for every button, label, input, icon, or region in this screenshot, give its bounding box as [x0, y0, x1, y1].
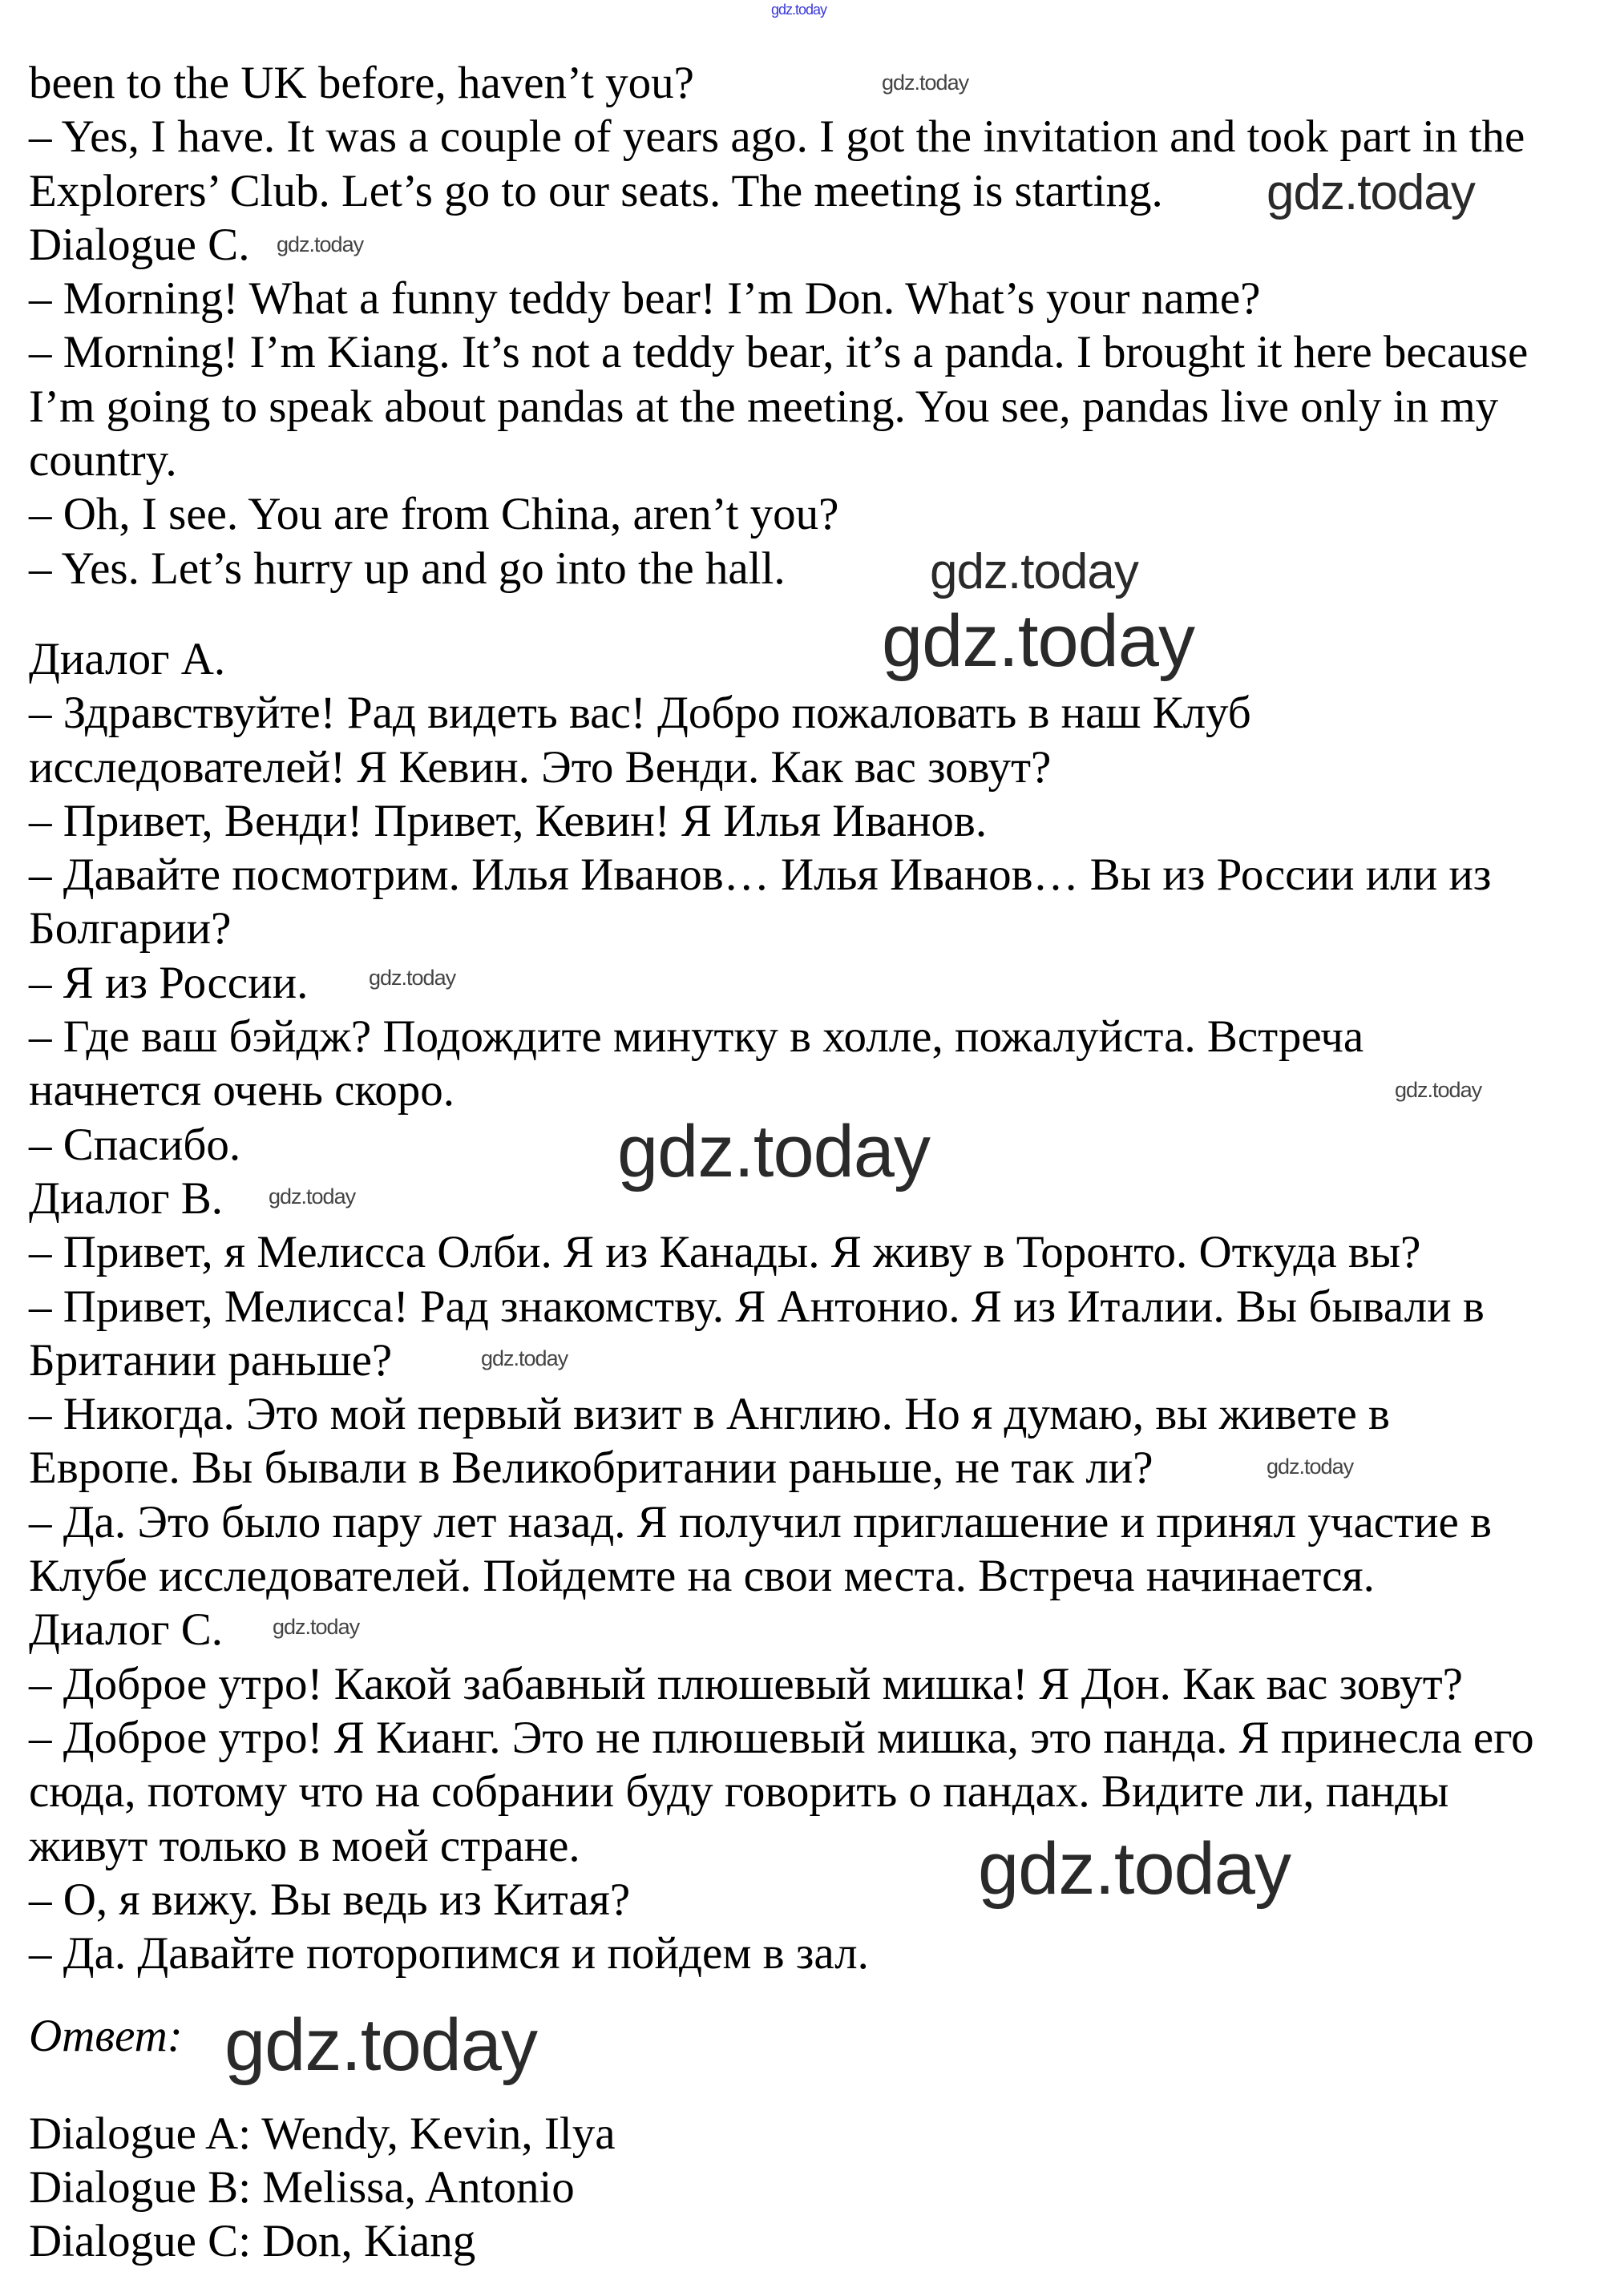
watermark: gdz.today: [978, 1828, 1291, 1910]
text-line: – Привет, Мелисса! Рад знакомству. Я Антонио. Я из Италии. Вы бывали в: [29, 1281, 1485, 1332]
watermark: gdz.today: [617, 1111, 930, 1192]
watermark: gdz.today: [882, 600, 1194, 682]
text-line: – Yes, I have. It was a couple of years ago. I got the invitation and took part in the: [29, 111, 1525, 163]
text-line: Диалог В.: [29, 1172, 224, 1224]
watermark: gdz.today: [882, 71, 969, 95]
text-line: – Oh, I see. You are from China, aren’t you?: [29, 489, 839, 540]
watermark: gdz.today: [273, 1615, 360, 1639]
text-line: – Где ваш бэйдж? Подождите минутку в холле, пожалуйста. Встреча: [29, 1011, 1364, 1063]
text-line: Диалог А.: [29, 633, 226, 684]
text-line: Диалог С.: [29, 1604, 224, 1656]
text-line: – Morning! I’m Kiang. It’s not a teddy bear, it’s a panda. I brought it here because: [29, 327, 1529, 378]
text-line: I’m going to speak about pandas at the meeting. You see, pandas live only in my: [29, 381, 1499, 432]
watermark: gdz.today: [269, 1184, 356, 1209]
english-dialogue-section: [29, 56, 1612, 595]
text-line: – Давайте посмотрим. Илья Иванов… Илья Иванов… Вы из России или из: [29, 849, 1492, 901]
text-line: – Да. Давайте поторопимся и пойдем в зал.: [29, 1928, 869, 1979]
text-line: – Я из России.: [29, 957, 309, 1008]
text-line: исследователей! Я Кевин. Это Венди. Как вас зовут?: [29, 741, 1052, 793]
text-line: Болгарии?: [29, 903, 232, 954]
text-line: живут только в моей стране.: [29, 1820, 580, 1871]
text-line: – Привет, Венди! Привет, Кевин! Я Илья Иванов.: [29, 795, 988, 846]
text-line: been to the UK before, haven’t you?: [29, 58, 694, 108]
text-line: – Доброе утро! Я Кианг. Это не плюшевый мишка, это панда. Я принесла его: [29, 1712, 1534, 1763]
watermark: gdz.today: [369, 966, 456, 990]
answer-line: Dialogue A: Wendy, Kevin, Ilya: [29, 2108, 616, 2159]
text-line: country.: [29, 435, 177, 486]
watermark: gdz.today: [481, 1346, 568, 1370]
text-line: – Да. Это было пару лет назад. Я получил приглашение и принял участие в: [29, 1496, 1492, 1547]
watermark: gdz.today: [1267, 1455, 1354, 1479]
watermark: gdz.today: [930, 544, 1138, 599]
text-line: Dialogue C.: [29, 219, 250, 270]
text-line: Британии раньше?: [29, 1334, 393, 1386]
watermark: gdz.today: [224, 2004, 537, 2086]
answers-list: [29, 2107, 1612, 2269]
text-line: – Никогда. Это мой первый визит в Англию. Но я думаю, вы живете в: [29, 1389, 1390, 1440]
answer-label: Ответ:: [29, 2011, 183, 2062]
text-line: – Привет, я Мелисса Олби. Я из Канады. Я живу в Торонто. Откуда вы?: [29, 1227, 1421, 1278]
watermark-top: gdz.today: [771, 2, 827, 18]
watermark: gdz.today: [1267, 165, 1475, 220]
answer-line: Dialogue C: Don, Kiang: [29, 2216, 476, 2267]
text-line: – Morning! What a funny teddy bear! I’m Don. What’s your name?: [29, 273, 1261, 325]
text-line: сюда, потому что на собрании буду говорить о пандах. Видите ли, панды: [29, 1766, 1449, 1818]
watermark: gdz.today: [277, 232, 364, 256]
text-line: Европе. Вы бывали в Великобритании раньше, не так ли?: [29, 1443, 1153, 1494]
text-line: – Доброе утро! Какой забавный плюшевый мишка! Я Дон. Как вас зовут?: [29, 1658, 1463, 1709]
text-line: Клубе исследователей. Пойдемте на свои места. Встреча начинается.: [29, 1551, 1375, 1602]
watermark: gdz.today: [1395, 1078, 1482, 1102]
russian-translation-section: [29, 632, 1612, 1980]
text-line: начнется очень скоро.: [29, 1065, 455, 1116]
text-line: – О, я вижу. Вы ведь из Китая?: [29, 1874, 631, 1925]
text-line: – Спасибо.: [29, 1119, 241, 1170]
text-line: – Yes. Let’s hurry up and go into the hall.: [29, 543, 786, 594]
text-line: Explorers’ Club. Let’s go to our seats. The meeting is starting.: [29, 165, 1163, 216]
text-line: – Здравствуйте! Рад видеть вас! Добро пожаловать в наш Клуб: [29, 688, 1251, 739]
answer-line: Dialogue B: Melissa, Antonio: [29, 2161, 575, 2213]
